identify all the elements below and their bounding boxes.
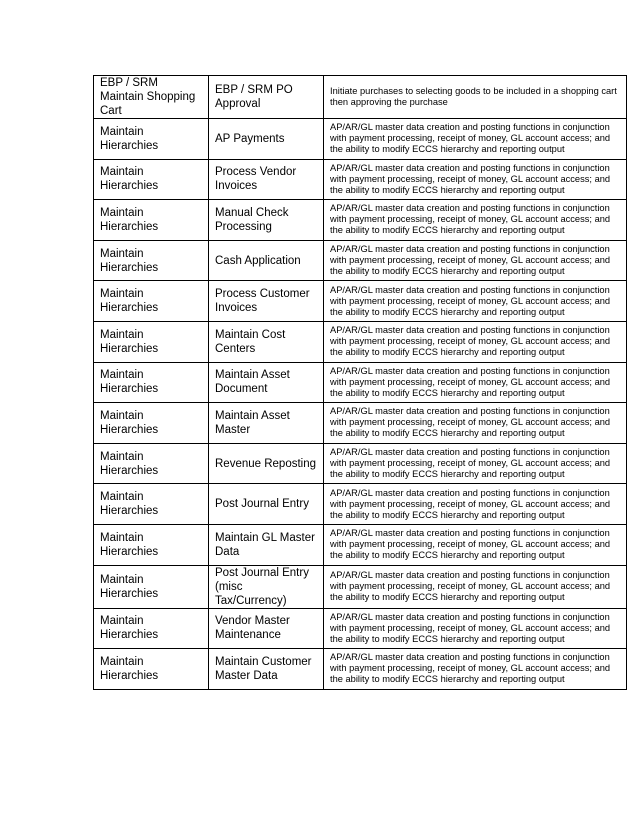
table-row	[94, 443, 627, 484]
function-a-cell: Maintain Hierarchies	[94, 565, 209, 608]
table-row	[94, 159, 627, 200]
function-a-cell: Maintain Hierarchies	[94, 608, 209, 649]
table-row	[94, 565, 627, 608]
function-a-cell: Maintain Hierarchies	[94, 200, 209, 241]
table-row	[94, 281, 627, 322]
table-row	[94, 240, 627, 281]
description-cell: AP/AR/GL master data creation and posting functions in conjunction with payment processing, receipt of money, GL account access; and the ability to modify ECCS hierarchy and reporting output	[324, 159, 627, 200]
table-row	[94, 403, 627, 444]
table-row	[94, 649, 627, 690]
description-cell: AP/AR/GL master data creation and posting functions in conjunction with payment processing, receipt of money, GL account access; and the ability to modify ECCS hierarchy and reporting output	[324, 565, 627, 608]
table-row	[94, 524, 627, 565]
function-a-cell: Maintain Hierarchies	[94, 159, 209, 200]
table-row	[94, 484, 627, 525]
function-b-cell: Revenue Reposting	[209, 443, 324, 484]
description-cell: Initiate purchases to selecting goods to be included in a shopping cart then approving the purchase	[324, 76, 627, 119]
function-a-cell: Maintain Hierarchies	[94, 649, 209, 690]
table-row	[94, 76, 627, 119]
function-b-cell: Maintain GL Master Data	[209, 524, 324, 565]
description-cell: AP/AR/GL master data creation and posting functions in conjunction with payment processing, receipt of money, GL account access; and the ability to modify ECCS hierarchy and reporting output	[324, 524, 627, 565]
description-cell: AP/AR/GL master data creation and posting functions in conjunction with payment processing, receipt of money, GL account access; and the ability to modify ECCS hierarchy and reporting output	[324, 321, 627, 362]
function-b-cell: Maintain Asset Master	[209, 403, 324, 444]
table-row	[94, 608, 627, 649]
table-row	[94, 119, 627, 160]
function-a-cell: Maintain Hierarchies	[94, 524, 209, 565]
function-a-cell: Maintain Hierarchies	[94, 240, 209, 281]
function-a-cell: Maintain Hierarchies	[94, 403, 209, 444]
function-a-cell: Maintain Hierarchies	[94, 443, 209, 484]
function-a-cell: Maintain Hierarchies	[94, 362, 209, 403]
function-b-cell: Maintain Customer Master Data	[209, 649, 324, 690]
description-cell: AP/AR/GL master data creation and posting functions in conjunction with payment processing, receipt of money, GL account access; and the ability to modify ECCS hierarchy and reporting output	[324, 119, 627, 160]
function-b-cell: EBP / SRM PO Approval	[209, 76, 324, 119]
description-cell: AP/AR/GL master data creation and posting functions in conjunction with payment processing, receipt of money, GL account access; and the ability to modify ECCS hierarchy and reporting output	[324, 484, 627, 525]
table-body	[94, 76, 627, 690]
description-cell: AP/AR/GL master data creation and posting functions in conjunction with payment processing, receipt of money, GL account access; and the ability to modify ECCS hierarchy and reporting output	[324, 240, 627, 281]
function-b-cell: Post Journal Entry	[209, 484, 324, 525]
table-row	[94, 362, 627, 403]
function-a-cell: Maintain Hierarchies	[94, 321, 209, 362]
function-a-cell: Maintain Hierarchies	[94, 281, 209, 322]
function-a-cell: Maintain Hierarchies	[94, 119, 209, 160]
description-cell: AP/AR/GL master data creation and posting functions in conjunction with payment processing, receipt of money, GL account access; and the ability to modify ECCS hierarchy and reporting output	[324, 403, 627, 444]
description-cell: AP/AR/GL master data creation and posting functions in conjunction with payment processing, receipt of money, GL account access; and the ability to modify ECCS hierarchy and reporting output	[324, 443, 627, 484]
description-cell: AP/AR/GL master data creation and posting functions in conjunction with payment processing, receipt of money, GL account access; and the ability to modify ECCS hierarchy and reporting output	[324, 649, 627, 690]
function-b-cell: AP Payments	[209, 119, 324, 160]
description-cell: AP/AR/GL master data creation and posting functions in conjunction with payment processing, receipt of money, GL account access; and the ability to modify ECCS hierarchy and reporting output	[324, 200, 627, 241]
function-b-cell: Maintain Cost Centers	[209, 321, 324, 362]
function-b-cell: Cash Application	[209, 240, 324, 281]
function-a-cell: Maintain Hierarchies	[94, 484, 209, 525]
function-b-cell: Manual Check Processing	[209, 200, 324, 241]
description-cell: AP/AR/GL master data creation and posting functions in conjunction with payment processing, receipt of money, GL account access; and the ability to modify ECCS hierarchy and reporting output	[324, 608, 627, 649]
function-b-cell: Process Vendor Invoices	[209, 159, 324, 200]
function-a-cell: EBP / SRM Maintain Shopping Cart	[94, 76, 209, 119]
function-b-cell: Process Customer Invoices	[209, 281, 324, 322]
table-row	[94, 321, 627, 362]
sod-conflict-table	[93, 75, 627, 690]
function-b-cell: Post Journal Entry (misc Tax/Currency)	[209, 565, 324, 608]
table-row	[94, 200, 627, 241]
description-cell: AP/AR/GL master data creation and posting functions in conjunction with payment processing, receipt of money, GL account access; and the ability to modify ECCS hierarchy and reporting output	[324, 281, 627, 322]
function-b-cell: Maintain Asset Document	[209, 362, 324, 403]
function-b-cell: Vendor Master Maintenance	[209, 608, 324, 649]
description-cell: AP/AR/GL master data creation and posting functions in conjunction with payment processing, receipt of money, GL account access; and the ability to modify ECCS hierarchy and reporting output	[324, 362, 627, 403]
